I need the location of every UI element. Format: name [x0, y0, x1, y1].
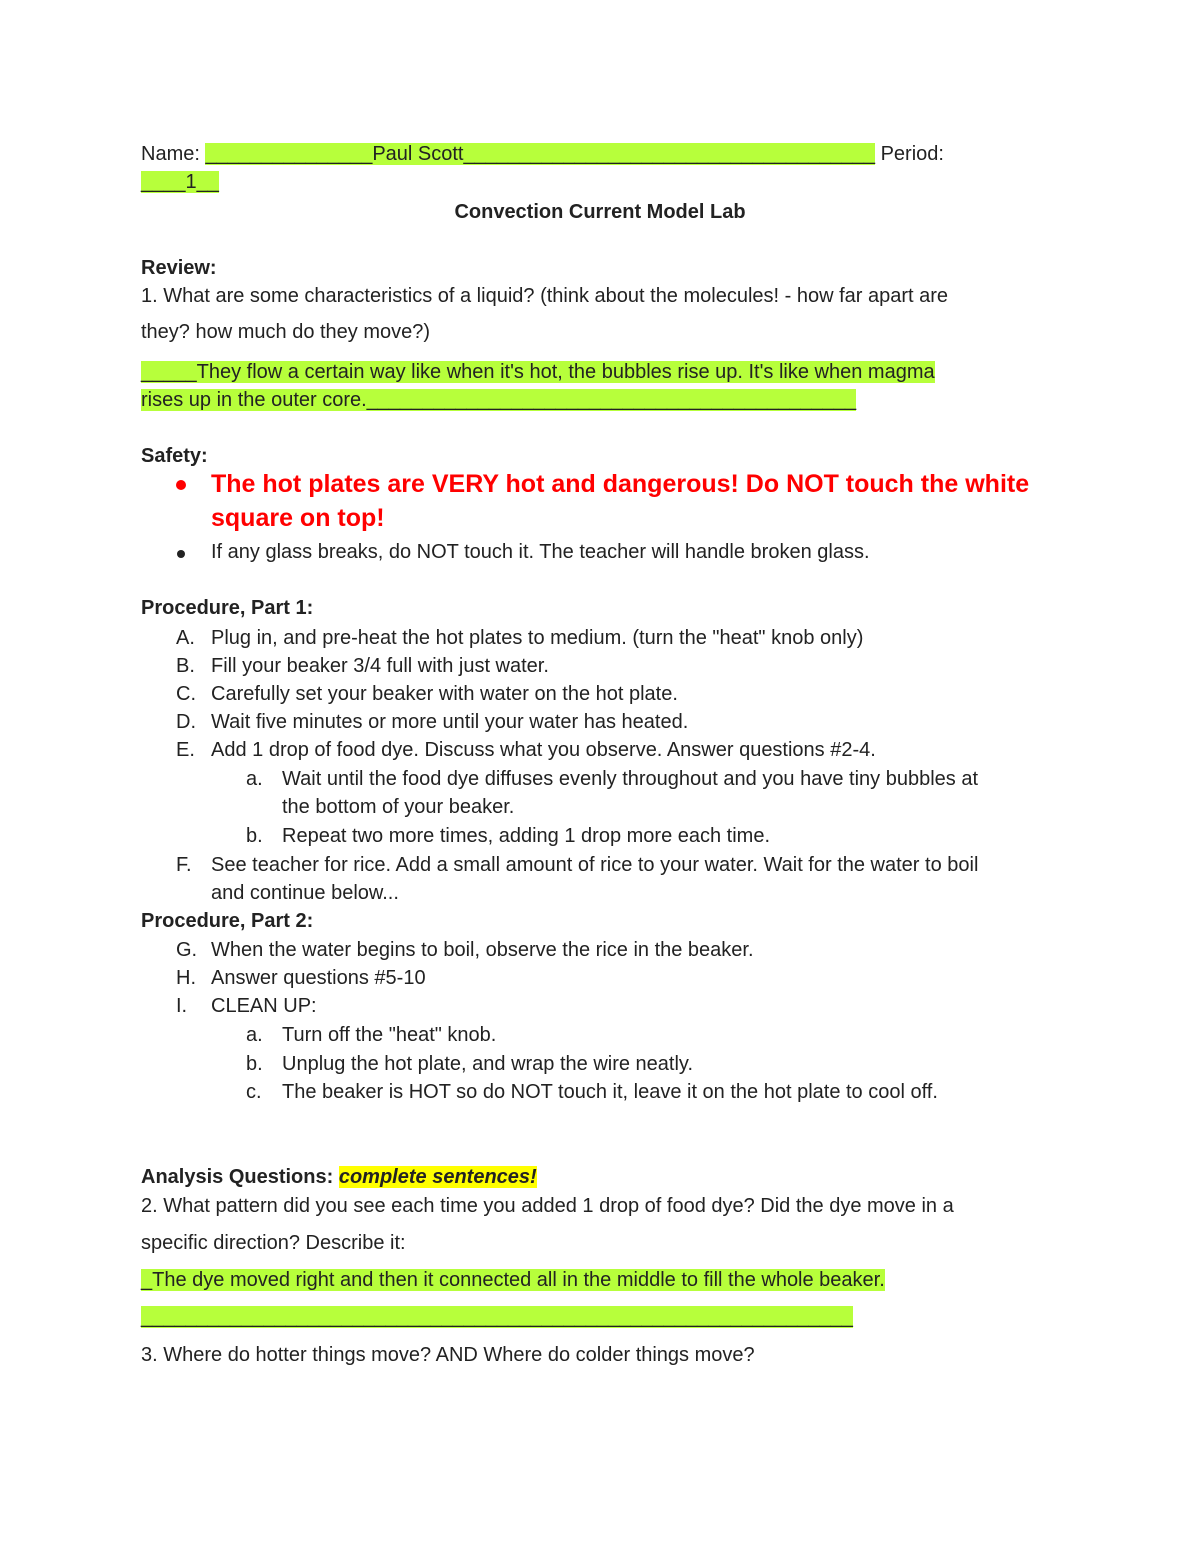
answer2-line2 [141, 1303, 1050, 1331]
page-title: Convection Current Model Lab [454, 201, 746, 223]
review-answer-text2: rises up in the outer core.____________________________________________ [141, 389, 857, 411]
step-marker: G. [176, 939, 198, 961]
safety-bullet-black [177, 538, 185, 566]
procedure1-heading: Procedure, Part 1: [141, 597, 314, 619]
substep-text: the bottom of your beaker. [282, 796, 515, 818]
step-marker: F. [176, 854, 192, 876]
substep-marker: b. [246, 1053, 263, 1075]
step-marker: D. [176, 711, 196, 733]
step-text: Fill your beaker 3/4 full with just water. [211, 655, 549, 677]
answer2-line1 [141, 1266, 1050, 1294]
substep-text: Turn off the "heat" knob. [282, 1024, 497, 1046]
review-question-line1: 1. What are some characteristics of a liquid? (think about the molecules! - how far apart are [141, 285, 949, 307]
review-answer-line1 [141, 358, 1050, 386]
answer2-text2: ________________________________________________________________ [141, 1306, 853, 1328]
review-answer-text1: _____They flow a certain way like when it's hot, the bubbles rise up. It's like when magma [141, 361, 935, 383]
answer2-text1: _The dye moved right and then it connected all in the middle to fill the whole beaker. [141, 1269, 885, 1291]
substep-marker: a. [246, 1024, 263, 1046]
procedure2-heading: Procedure, Part 2: [141, 910, 314, 932]
substep-marker: a. [246, 768, 263, 790]
analysis-emphasis: complete sentences! [338, 1166, 537, 1188]
step-marker: C. [176, 683, 196, 705]
step-marker: A. [176, 627, 195, 649]
substep-text: The beaker is HOT so do NOT touch it, leave it on the hot plate to cool off. [282, 1081, 938, 1103]
step-marker: H. [176, 967, 196, 989]
name-value: _______________Paul Scott_____________________________________ [205, 143, 876, 165]
safety-heading: Safety: [141, 445, 208, 467]
question2-line1: 2. What pattern did you see each time you added 1 drop of food dye? Did the dye move in a [141, 1195, 954, 1217]
step-text: and continue below... [211, 882, 399, 904]
analysis-heading-line [141, 1163, 1050, 1191]
name-line [141, 140, 1050, 168]
analysis-heading: Analysis Questions: [141, 1166, 339, 1188]
bullet-icon [177, 550, 185, 558]
review-answer-line2 [141, 386, 1050, 414]
period-value: ____1__ [141, 171, 219, 193]
substep-text: Wait until the food dye diffuses evenly throughout and you have tiny bubbles at [282, 768, 979, 790]
substep-marker: c. [246, 1081, 262, 1103]
bullet-icon [176, 480, 186, 490]
substep-marker: b. [246, 825, 263, 847]
safety-warning-line1: The hot plates are VERY hot and dangerous! Do NOT touch the white [211, 470, 1030, 498]
period-line [141, 168, 1050, 196]
safety-note: If any glass breaks, do NOT touch it. The teacher will handle broken glass. [211, 541, 870, 563]
step-text: CLEAN UP: [211, 995, 317, 1017]
name-label: Name: [141, 143, 206, 165]
step-marker: I. [176, 995, 188, 1017]
step-text: Wait five minutes or more until your water has heated. [211, 711, 689, 733]
question3: 3. Where do hotter things move? AND Where do colder things move? [141, 1344, 755, 1366]
question2-line2: specific direction? Describe it: [141, 1232, 406, 1254]
period-label: Period: [875, 143, 944, 165]
substep-text: Unplug the hot plate, and wrap the wire neatly. [282, 1053, 693, 1075]
step-marker: B. [176, 655, 195, 677]
step-text: Answer questions #5-10 [211, 967, 426, 989]
step-text: When the water begins to boil, observe the rice in the beaker. [211, 939, 754, 961]
safety-warning-line2: square on top! [211, 504, 385, 532]
step-text: Carefully set your beaker with water on the hot plate. [211, 683, 678, 705]
review-heading: Review: [141, 257, 217, 279]
substep-text: Repeat two more times, adding 1 drop more each time. [282, 825, 771, 847]
safety-bullet-red [176, 470, 186, 498]
step-text: Add 1 drop of food dye. Discuss what you observe. Answer questions #2-4. [211, 739, 876, 761]
review-question-line2: they? how much do they move?) [141, 321, 431, 343]
step-marker: E. [176, 739, 195, 761]
step-text: Plug in, and pre-heat the hot plates to medium. (turn the "heat" knob only) [211, 627, 864, 649]
step-text: See teacher for rice. Add a small amount of rice to your water. Wait for the water to boil [211, 854, 979, 876]
